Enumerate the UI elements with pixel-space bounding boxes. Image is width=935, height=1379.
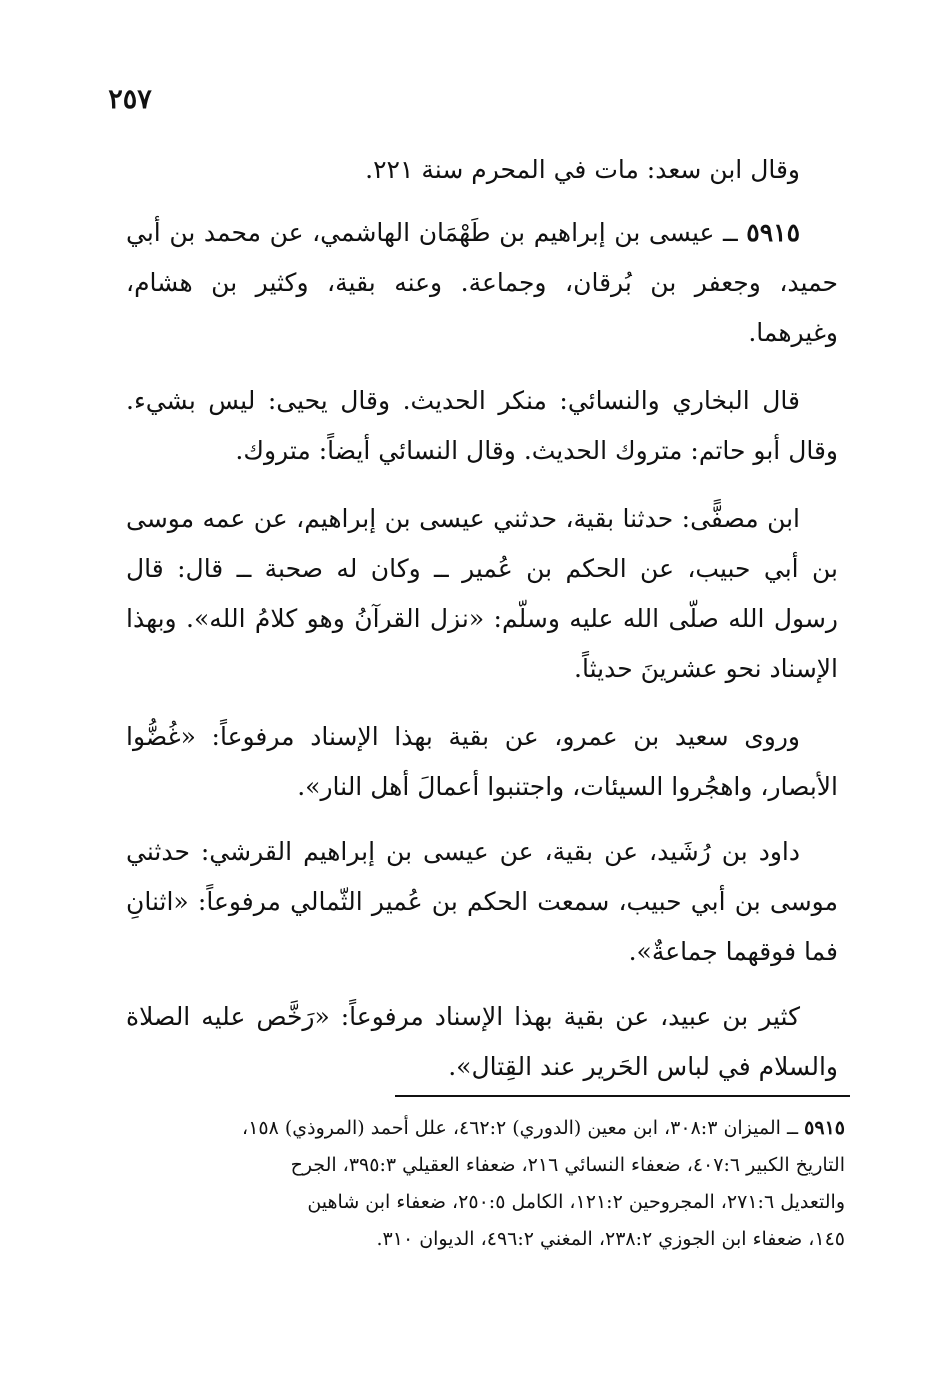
footnote-text: ــ الميزان ٣٠٨:٣، ابن معين (الدوري) ٤٦٢:٢، علل أحمد (المروذي) ١٥٨،: [242, 1117, 805, 1139]
footnote-line: التاريخ الكبير ٤٠٧:٦، ضعفاء النسائي ٢١٦، ضعفاء العقيلي ٣٩٥:٣، الجرح: [290, 1154, 845, 1176]
footnote-line: [115, 1110, 845, 1147]
footnote-number: ٥٩١٥: [804, 1117, 845, 1139]
entry-text: ــ عيسى بن إبراهيم بن طَهْمَان الهاشمي، عن محمد بن أبي حميد، وجعفر بن بُرقان، وجماعة. وعنه بقية، وكثير بن هشام، وغيرهما.: [126, 218, 838, 347]
paragraph-critics: قال البخاري والنسائي: منكر الحديث. وقال يحيى: ليس بشيء. وقال أبو حاتم: متروك الحديث. وقال النسائي أيضاً: متروك.: [126, 386, 838, 465]
paragraph-ibn-saad: وقال ابن سعد: مات في المحرم سنة ٢٢١.: [365, 155, 800, 184]
paragraph-dawood-bin-rushayd: داود بن رُشَيد، عن بقية، عن عيسى بن إبراهيم القرشي: حدثني موسى بن أبي حبيب، سمعت الحكم بن عُمير الثّمالي مرفوعاً: «اثنانِ فما فوقهما جماعةٌ».: [126, 837, 838, 966]
footnote-line: ١٤٥، ضعفاء ابن الجوزي ٢٣٨:٢، المغني ٤٩٦:٢، الديوان ٣١٠.: [376, 1228, 845, 1250]
paragraph-saeed-bin-amr: وروى سعيد بن عمرو، عن بقية بهذا الإسناد مرفوعاً: «غُضُّوا الأبصار، واهجُروا السيئات، واجتنبوا أعمالَ أهل النار».: [126, 722, 838, 801]
paragraph-ibn-musaffa: ابن مصفًّى: حدثنا بقية، حدثني عيسى بن إبراهيم، عن عمه موسى بن أبي حبيب، عن الحكم بن عُمير ــ وكان له صحبة ــ قال: قال رسول الله صلّى الله عليه وسلّم: «نزل القرآنُ وهو كلامُ الله». وبهذا الإسناد نحو عشرينَ حديثاً.: [126, 504, 838, 683]
main-text: [126, 145, 838, 1092]
paragraph-katheer-bin-ubaid: كثير بن عبيد، عن بقية بهذا الإسناد مرفوعاً: «رَخَّص عليه الصلاة والسلام في لباس الحَرير عند القِتال».: [126, 1002, 838, 1081]
page-number: ٢٥٧: [108, 84, 152, 115]
entry-number: ٥٩١٥: [746, 218, 800, 247]
footnotes: [115, 1110, 845, 1258]
footnote-divider: [395, 1095, 850, 1097]
paragraph-entry-5915: [126, 208, 838, 358]
footnote-line: والتعديل ٢٧١:٦، المجروحين ١٢١:٢، الكامل ٢٥٠:٥، ضعفاء ابن شاهين: [307, 1191, 845, 1213]
